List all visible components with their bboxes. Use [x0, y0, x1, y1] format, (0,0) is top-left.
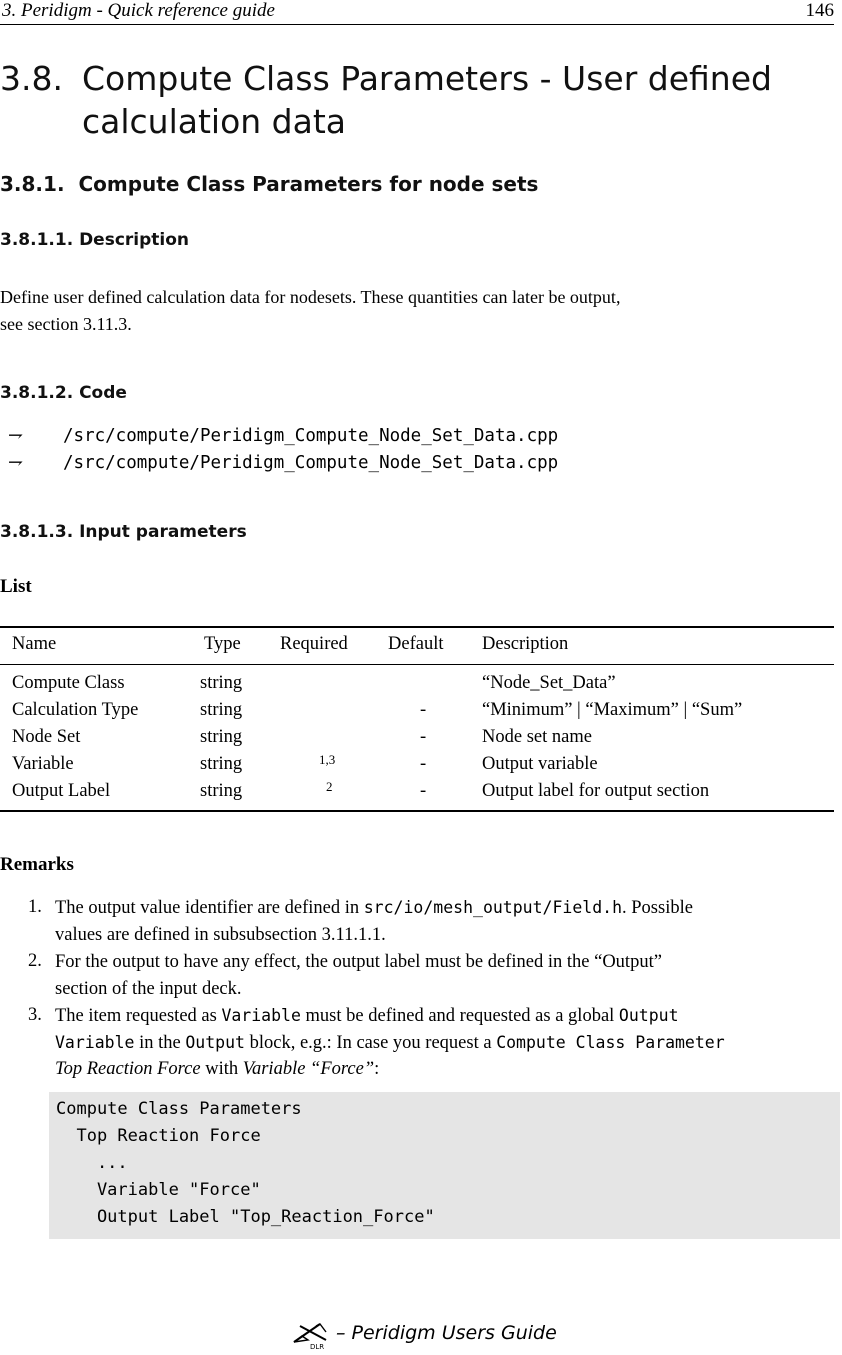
table-cell-type: string [200, 700, 243, 720]
code-reference: Variable [221, 1006, 301, 1025]
table-cell-description: “Minimum” | “Maximum” | “Sum” [482, 700, 743, 720]
arrow-icon: ⇁ [8, 452, 24, 472]
list-heading: List [0, 576, 32, 597]
table-cell-type: string [200, 673, 243, 693]
section-heading [0, 57, 842, 147]
remark-italic: Top Reaction Force [55, 1059, 201, 1079]
col-header-description: Description [482, 634, 569, 654]
code-reference: src/io/mesh_output/Field.h [363, 898, 623, 917]
remark-italic: Variable “Force” [242, 1059, 375, 1079]
remark-number: 1. [28, 897, 42, 917]
remark-text-part: block, e.g.: In case you request a [244, 1032, 497, 1053]
code-line: Output Label "Top_Reaction_Force" [56, 1207, 435, 1227]
description-line-2: see section 3.11.3. [0, 314, 132, 334]
code-line: ... [56, 1153, 128, 1173]
table-cell-required-footnote: 1,3 [319, 752, 336, 767]
input-parameters-heading: 3.8.1.3. Input parameters [0, 522, 247, 542]
table-cell-type: string [200, 754, 243, 774]
code-example-block [49, 1092, 840, 1239]
table-cell-type: string [200, 727, 243, 747]
code-file-link-1[interactable] [8, 426, 828, 450]
remark-text [55, 949, 842, 1002]
code-line: Top Reaction Force [56, 1126, 261, 1146]
code-file-path: /src/compute/Peridigm_Compute_Node_Set_Data.cpp [63, 426, 559, 446]
col-header-required: Required [280, 634, 348, 654]
remark-text-part: values are defined in subsubsection 3.11.1.1. [55, 924, 386, 945]
remark-text [55, 895, 842, 948]
subsection-number: 3.8.1. [0, 172, 65, 196]
code-file-link-2[interactable] [8, 453, 828, 477]
table-cell-required-footnote: 2 [326, 779, 333, 794]
col-header-name: Name [12, 634, 57, 654]
code-line: Variable "Force" [56, 1180, 261, 1200]
subsection-title: Compute Class Parameters for node sets [78, 172, 539, 196]
remark-text-part: in the [134, 1032, 186, 1053]
code-reference: Compute Class Parameter [496, 1032, 725, 1052]
description-paragraph [0, 284, 842, 338]
code-file-path: /src/compute/Peridigm_Compute_Node_Set_Data.cpp [63, 453, 559, 473]
remark-text-part: section of the input deck. [55, 978, 242, 999]
table-cell-default: - [420, 700, 427, 720]
table-cell-description: “Node_Set_Data” [482, 673, 616, 693]
remark-number: 2. [28, 951, 42, 971]
code-reference: Output [618, 1006, 679, 1025]
table-header-rule [0, 664, 834, 665]
table-cell-name: Compute Class [12, 673, 125, 693]
table-cell-name: Output Label [12, 781, 111, 801]
col-header-default: Default [388, 634, 444, 654]
remark-text-part: The item requested as [55, 1006, 222, 1026]
section-title: Compute Class Parameters - User defined calculation data [82, 59, 772, 141]
remark-text-part: . Possible [622, 898, 693, 918]
code-reference: Output [185, 1032, 245, 1052]
dlr-logo-label: DLR [310, 1343, 325, 1350]
table-cell-name: Calculation Type [12, 700, 139, 720]
footer-text: – Peridigm Users Guide [336, 1322, 557, 1344]
code-line: Compute Class Parameters [56, 1099, 302, 1119]
remarks-heading: Remarks [0, 854, 74, 875]
arrow-icon: ⇁ [8, 425, 24, 445]
table-bottom-rule [0, 810, 834, 812]
table-cell-description: Node set name [482, 727, 592, 747]
running-header [0, 0, 834, 25]
table-cell-description: Output variable [482, 754, 598, 774]
remark-text [55, 1003, 842, 1083]
remark-text-part: The output value identifier are defined in [55, 898, 364, 918]
chapter-title: 3. Peridigm - Quick reference guide [2, 0, 275, 21]
section-number: 3.8. [0, 59, 63, 98]
code-reference: Variable [55, 1032, 135, 1052]
description-line-1: Define user defined calculation data for nodesets. These quantities can later be output, [0, 287, 621, 307]
page-footer [290, 1320, 590, 1350]
table-cell-description: Output label for output section [482, 781, 710, 801]
col-header-type: Type [204, 634, 241, 654]
description-heading: 3.8.1.1. Description [0, 230, 190, 250]
table-cell-default: - [420, 727, 427, 747]
page-number: 146 [805, 0, 834, 21]
table-top-rule [0, 626, 834, 628]
table-cell-default: - [420, 754, 427, 774]
subsection-heading [0, 172, 538, 196]
code-heading: 3.8.1.2. Code [0, 383, 127, 403]
table-cell-name: Variable [12, 754, 74, 774]
table-cell-type: string [200, 781, 243, 801]
remark-text-part: must be defined and requested as a global [300, 1006, 619, 1026]
table-cell-default: - [420, 781, 427, 801]
table-cell-name: Node Set [12, 727, 81, 747]
remark-number: 3. [28, 1005, 42, 1025]
parameters-table [0, 626, 834, 816]
remark-text-part: For the output to have any effect, the output label must be defined in the “Output” [55, 952, 662, 972]
remark-text-part: : [374, 1059, 380, 1079]
remark-text-part: with [200, 1059, 243, 1079]
